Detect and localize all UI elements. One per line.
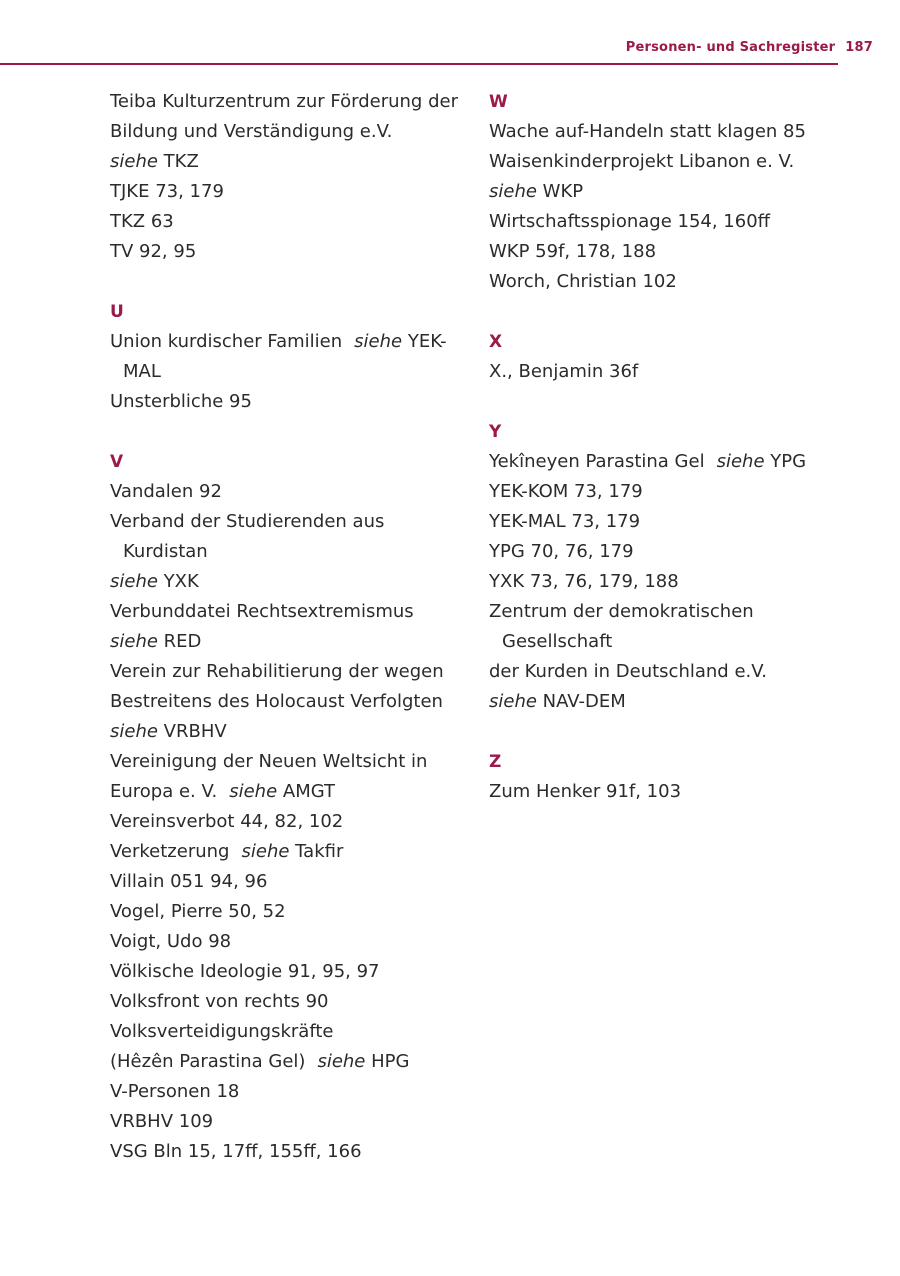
index-entry-line: der Kurden in Deutschland e.V. [489,661,767,682]
index-entry-line: Verketzerung siehe Takfir [110,841,344,862]
index-entry [110,237,470,267]
index-entry-line: Wache auf-Handeln statt klagen 85 [489,121,806,142]
index-entry-line: Bildung und Verständigung e.V. [110,121,393,142]
index-entry-line: Verein zur Rehabilitierung der wegen [110,661,444,682]
index-entry [110,867,470,897]
cross-reference [229,781,335,802]
cross-reference [717,451,806,472]
index-entry-line [489,687,869,717]
index-entry [489,267,869,297]
index-entry [110,747,470,807]
index-entry-line: (Hêzên Parastina Gel) siehe HPG [110,1051,410,1072]
index-entry [110,927,470,957]
index-entry [110,507,470,597]
index-entry-line: Villain 051 94, 96 [110,871,268,892]
index-entry-line [110,147,470,177]
index-entry [489,477,869,507]
index-entry-line: Worch, Christian 102 [489,271,677,292]
index-entry [489,357,869,387]
index-entry [110,657,470,747]
cross-reference [241,841,343,862]
cross-reference-target: AMGT [282,781,336,802]
index-entry-line: Teiba Kulturzentrum zur Förderung der [110,91,458,112]
index-entry-line: VRBHV 109 [110,1111,214,1132]
index-entry-line [110,567,470,597]
index-entry-line: Verband der Studierenden aus Kurdistan [110,511,385,562]
index-section-v [110,447,470,1167]
cross-reference-target: Takfir [295,841,344,862]
siehe-label: siehe [317,1051,366,1072]
index-section-x [489,327,869,387]
index-entry-line: V-Personen 18 [110,1081,240,1102]
cross-reference [110,151,199,172]
entries-y [489,447,869,717]
cross-reference [317,1051,409,1072]
index-entry [110,177,470,207]
siehe-label: siehe [110,571,158,592]
index-entry [110,1017,470,1077]
index-entry-line: TKZ 63 [110,211,174,232]
index-section-y [489,417,869,717]
entries-u [110,327,470,417]
cross-reference-target: HPG [371,1051,410,1072]
siehe-label: siehe [229,781,278,802]
section-letter-z: Z [489,752,502,772]
entries-w [489,117,869,297]
section-letter-w: W [489,92,508,112]
index-entry-line: Volksverteidigungskräfte [110,1021,334,1042]
cross-reference [110,571,199,592]
cross-reference [123,331,447,382]
cross-reference-target: TKZ [163,151,199,172]
siehe-label: siehe [110,721,158,742]
cross-reference-target: NAV-DEM [542,691,626,712]
index-entry [110,1137,470,1167]
siehe-label: siehe [716,451,765,472]
index-entry [489,207,869,237]
index-entry [110,1107,470,1137]
cross-reference [489,181,583,202]
index-entry-line [110,717,470,747]
cross-reference-target: VRBHV [163,721,227,742]
page-number: 187 [845,40,873,55]
index-entry-line: YEK-KOM 73, 179 [489,481,643,502]
index-entry-line: Union kurdischer Familien siehe YEK-MAL [110,331,447,382]
index-entry [110,837,470,867]
section-letter-v: V [110,452,124,472]
index-entry [110,1077,470,1107]
index-entry-line: Europa e. V. siehe AMGT [110,781,336,802]
index-entry-line: WKP 59f, 178, 188 [489,241,657,262]
cross-reference-target: WKP [542,181,584,202]
siehe-label: siehe [489,691,537,712]
index-entry-line: Bestreitens des Holocaust Verfolgten [110,691,443,712]
index-entry [110,327,470,387]
index-entry-line: TV 92, 95 [110,241,197,262]
index-entry-line: Zum Henker 91f, 103 [489,781,682,802]
cross-reference [110,721,227,742]
index-entry-line: Yekîneyen Parastina Gel siehe YPG [489,451,807,472]
index-entry [489,537,869,567]
siehe-label: siehe [241,841,290,862]
index-entry [110,597,470,657]
index-entry-line: Verbunddatei Rechtsextremismus [110,601,414,622]
index-entry-line: X., Benjamin 36f [489,361,639,382]
cross-reference [110,631,201,652]
index-entry [110,807,470,837]
cross-reference-target: YEK-MAL [123,331,447,382]
section-letter-y: Y [489,422,502,442]
siehe-label: siehe [354,331,403,352]
header-rule [0,63,838,65]
section-letter-x: X [489,332,503,352]
index-entry [489,597,869,717]
index-entry [110,207,470,237]
index-entry [110,87,470,177]
index-entry [489,237,869,267]
index-entry-line: Vandalen 92 [110,481,222,502]
section-letter-u: U [110,302,124,322]
index-entry-line: YXK 73, 76, 179, 188 [489,571,679,592]
running-head-title: Personen- und Sachregister [625,40,836,55]
index-entry [489,117,869,147]
index-entry-line: Wirtschaftsspionage 154, 160ff [489,211,771,232]
index-entry-line: Voigt, Udo 98 [110,931,232,952]
index-entry-line: TJKE 73, 179 [110,181,224,202]
index-entry-line: Zentrum der demokratischen Gesellschaft [489,601,754,652]
index-section-u [110,297,470,417]
cross-reference-target: YXK [163,571,199,592]
index-entry [489,447,869,477]
running-head [626,40,873,55]
index-entry [110,957,470,987]
cross-reference-target: YPG [770,451,807,472]
index-entry [489,147,869,207]
cross-reference-target: RED [163,631,202,652]
cross-reference [489,691,626,712]
index-entry [110,477,470,507]
entries-v [110,477,470,1167]
index-section-t-continued [110,87,470,267]
index-column-right [489,87,869,807]
index-entry [110,987,470,1017]
index-entry [489,777,869,807]
index-entry-line: Vogel, Pierre 50, 52 [110,901,286,922]
index-entry-line: YPG 70, 76, 179 [489,541,634,562]
index-entry-line: VSG Bln 15, 17ff, 155ff, 166 [110,1141,362,1162]
entries-z [489,777,869,807]
index-entry [489,567,869,597]
siehe-label: siehe [110,151,158,172]
index-entry-line: Vereinigung der Neuen Weltsicht in [110,751,428,772]
index-entry-line: Waisenkinderprojekt Libanon e. V. [489,151,795,172]
index-entry-line: Volksfront von rechts 90 [110,991,329,1012]
index-entry [110,387,470,417]
index-entry [110,897,470,927]
index-entry-line: Unsterbliche 95 [110,391,252,412]
siehe-label: siehe [489,181,537,202]
index-entry-line: YEK-MAL 73, 179 [489,511,641,532]
index-entry-line [489,177,869,207]
index-section-w [489,87,869,297]
index-entry-line: Völkische Ideologie 91, 95, 97 [110,961,380,982]
index-section-z [489,747,869,807]
index-entry-line: Vereinsverbot 44, 82, 102 [110,811,344,832]
index-entry-line [110,627,470,657]
siehe-label: siehe [110,631,158,652]
entries-x [489,357,869,387]
index-column-left [110,87,470,1167]
index-entry [489,507,869,537]
